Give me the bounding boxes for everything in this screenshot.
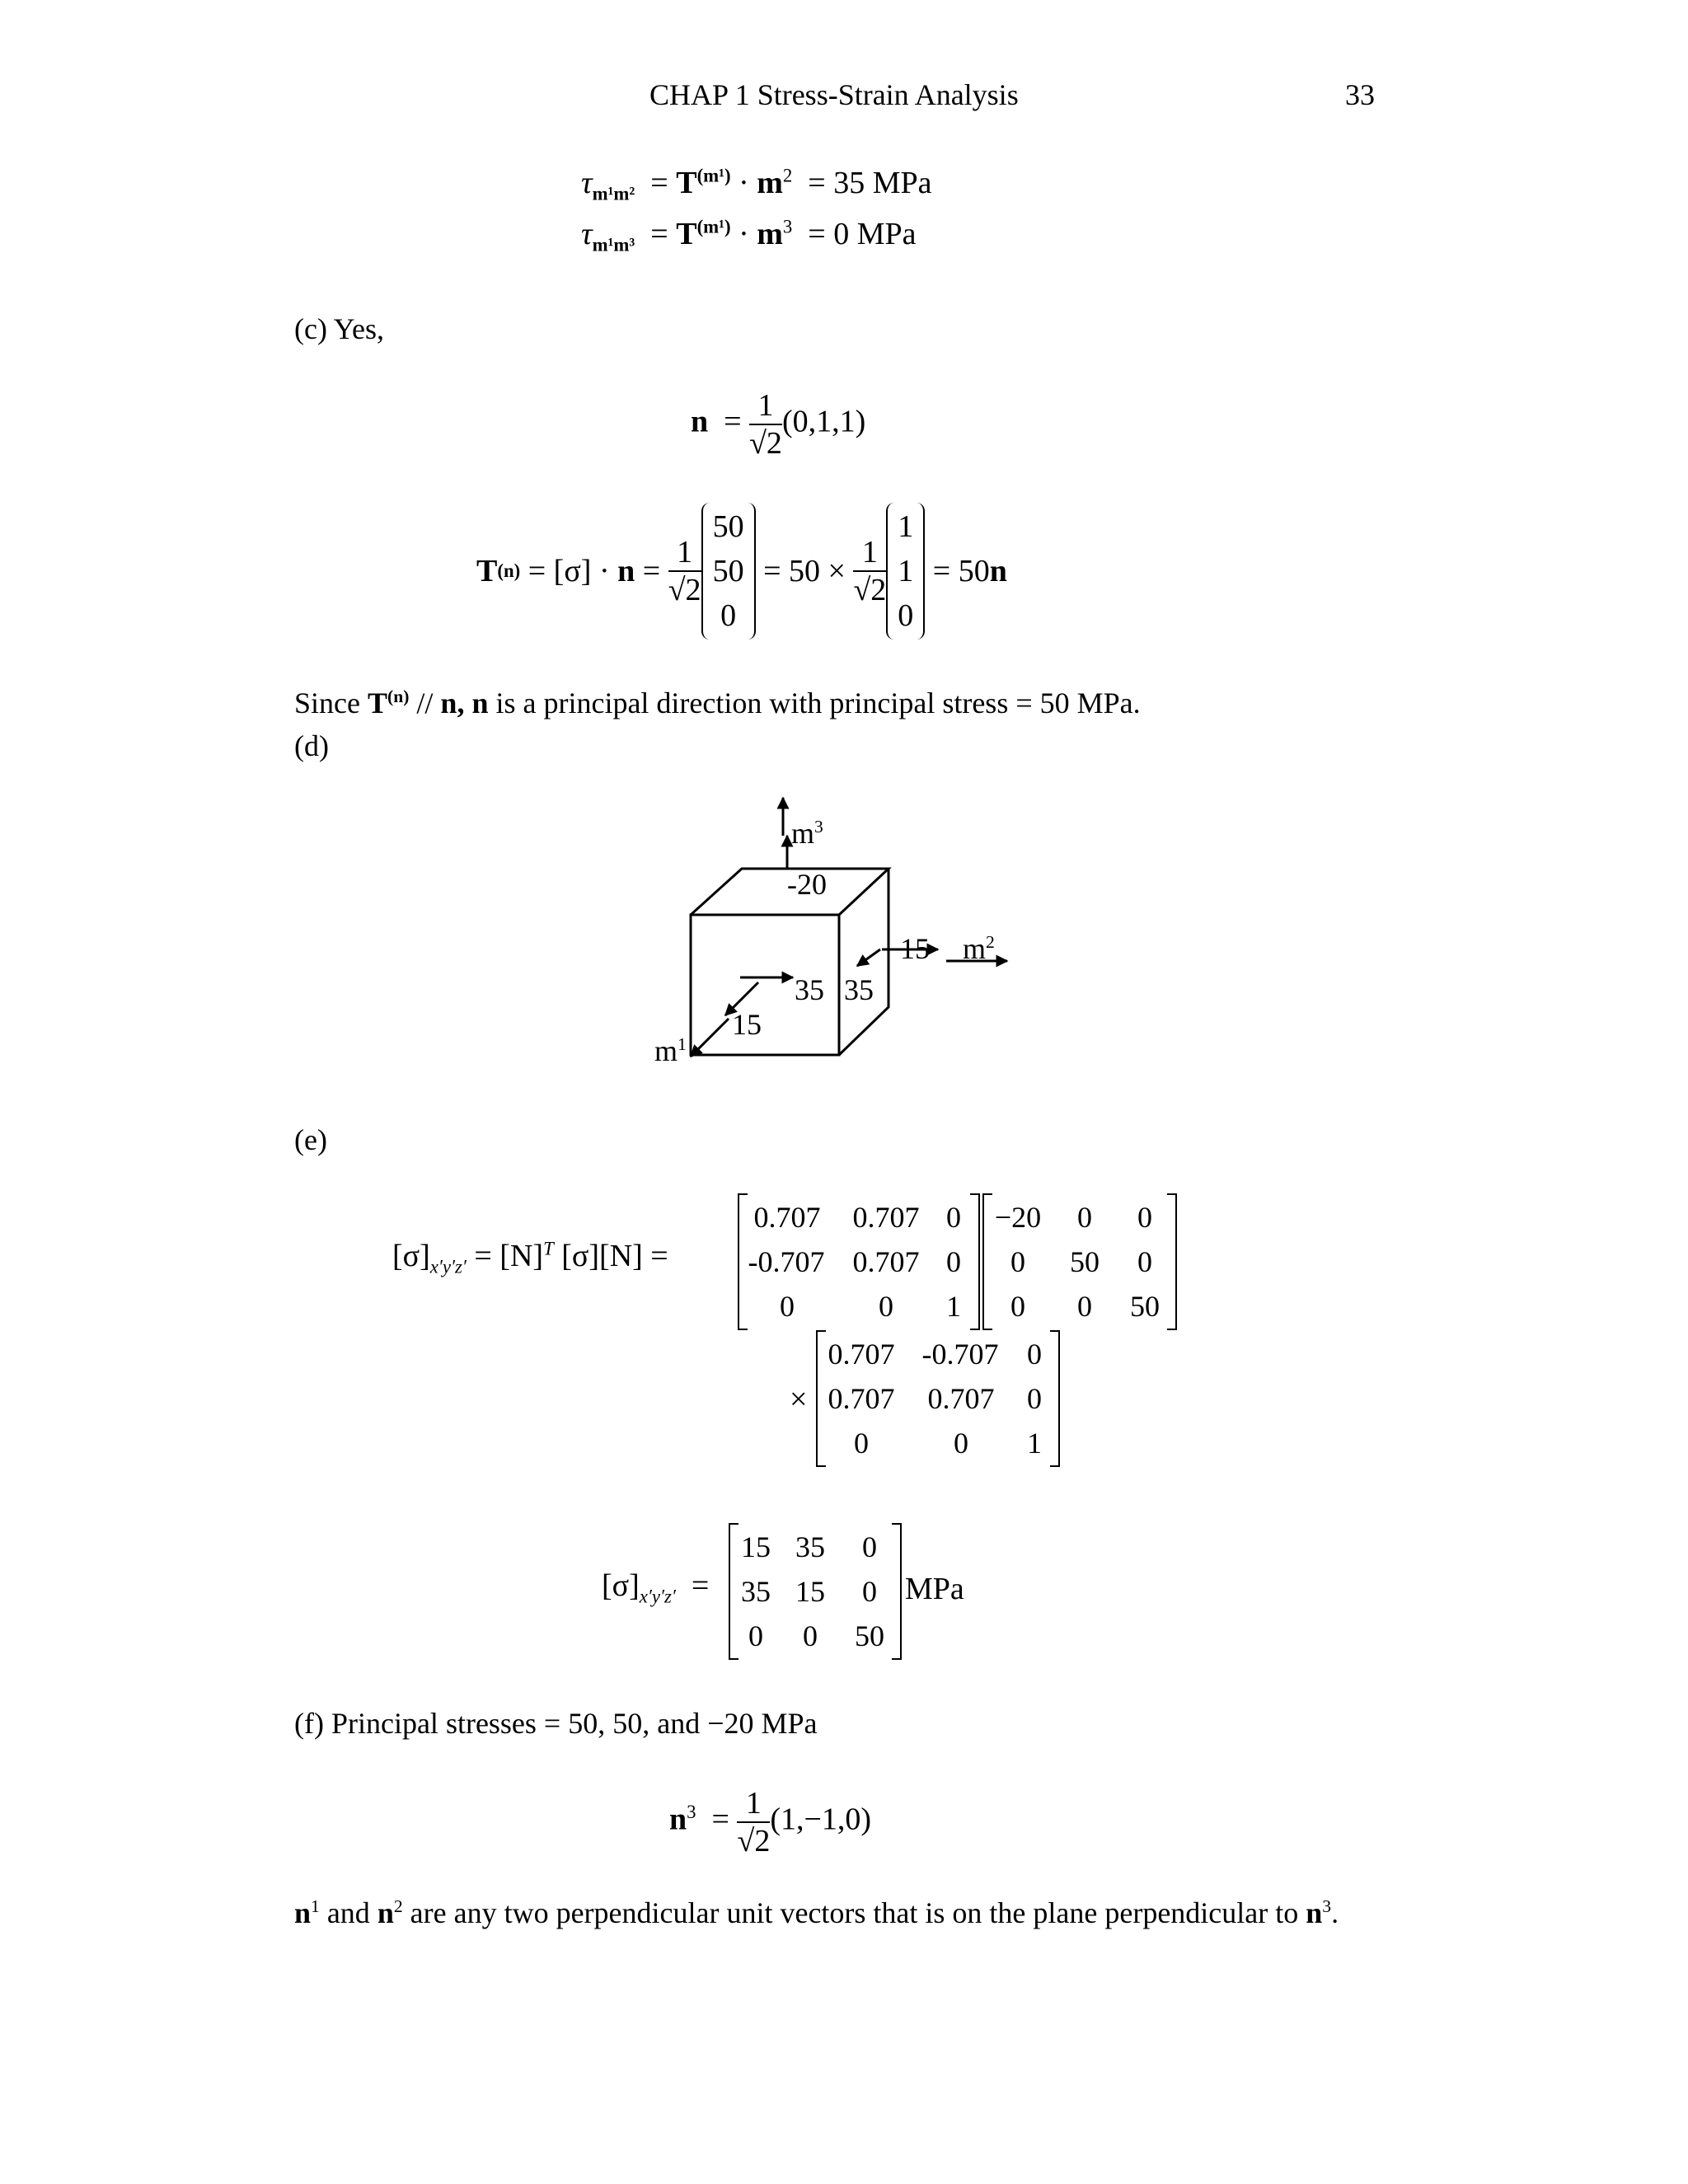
vector-entry: 1 [898,554,914,588]
right-normal-value: 35 [844,973,874,1006]
m1-label: $m^1$ [654,1034,687,1067]
and-word: and [326,1896,370,1929]
right-shear-value: 15 [900,932,930,965]
dot-operator: · [738,166,749,200]
equals: = [650,166,668,200]
matrix-cell: 0.707 [828,1338,895,1371]
matrix-cell: 0 [862,1530,877,1563]
fraction-numerator: 1 [668,534,701,572]
equation-part: [σ][N] = [561,1239,668,1273]
m-vector: m [757,217,783,251]
n-vector: n [669,1802,687,1837]
m-superscript: 3 [782,216,793,237]
dot-operator: · [598,554,610,588]
fraction-denominator: √2 [668,573,701,607]
prime-frame-subscript: x′y′z′ [429,1256,467,1277]
parallel-symbol: // [416,687,434,719]
m-superscript: 2 [782,165,793,186]
traction-superscript: (m¹) [696,216,731,237]
equals: = [724,404,742,439]
matrix-cell: 0 [748,1619,763,1652]
matrix-cell: 1 [946,1290,961,1323]
front-shear-value: 15 [732,1008,762,1041]
m1-axis-arrow [691,1019,729,1057]
matrix-cell: 0 [946,1201,961,1234]
matrix-cell: -0.707 [921,1338,999,1371]
running-header-title: CHAP 1 Stress-Strain Analysis [649,78,1019,111]
equals: = [808,166,826,200]
matrix-cell: 0 [946,1245,961,1278]
equals: = [528,554,546,588]
matrix-cell: 35 [741,1575,771,1608]
matrix-cell: 0 [1077,1201,1092,1234]
equals: = [932,554,951,588]
tau-symbol: τ [581,217,593,251]
coefficient: 50 × [789,554,846,588]
matrix-cell: 0 [879,1290,893,1323]
transpose-superscript: T [543,1238,554,1259]
matrix-cell: 0 [954,1427,968,1460]
matrix-cell: −20 [994,1201,1042,1234]
result-lhs [602,1568,710,1607]
n-superscript: 3 [1322,1896,1332,1916]
matrix-cell: 15 [795,1575,825,1608]
n-components: (0,1,1) [781,404,866,439]
result-coefficient: 50 [958,554,990,588]
matrix-cell: 0 [1027,1338,1042,1371]
tau-subscript: m¹m³ [592,234,635,255]
stress-matrix-symbol: [σ] [553,554,592,588]
unit-label: MPa [905,1572,964,1606]
transformation-equation-lhs [392,1238,668,1277]
matrix-cell: 0 [803,1619,818,1652]
n-vector: n [691,404,709,439]
n-vector: n, [440,687,465,719]
traction-symbol: T [367,687,387,719]
tau-value: 35 MPa [833,166,932,200]
n-vector: n [1306,1896,1323,1929]
n3-components: (1,−1,0) [770,1802,872,1837]
matrix-cell: 0 [1010,1290,1025,1323]
fraction-denominator: √2 [853,573,887,607]
part-e-label: (e) [294,1123,327,1156]
matrix-cell: 0 [780,1290,795,1323]
matrix-cell: 50 [1070,1245,1100,1278]
fraction-numerator: 1 [737,1785,770,1823]
prime-frame-subscript: x′y′z′ [639,1586,676,1607]
tau-subscript: m¹m² [592,183,635,204]
part-c-label: (c) Yes, [294,312,385,345]
matrix-cell: 0 [1010,1245,1025,1278]
n-superscript: 3 [687,1802,696,1823]
matrix-cell: 50 [855,1619,884,1652]
matrix-cell: 0 [1137,1245,1152,1278]
part-f-statement: (f) Principal stresses = 50, 50, and −20 MPa [294,1707,818,1740]
matrix-cell: 1 [1027,1427,1042,1460]
front-normal-value: 35 [795,973,824,1006]
tau-symbol: τ [581,166,593,200]
page-number: 33 [1345,78,1375,111]
equals: = [711,1802,729,1837]
n-vector: n [617,554,635,588]
vector-entry: 50 [712,509,744,544]
n-vector: n [377,1896,394,1929]
times-operator: × [790,1382,808,1417]
traction-superscript: (m¹) [696,165,731,186]
matrix-cell: 50 [1130,1290,1160,1323]
equals: = [650,217,668,251]
fraction-numerator: 1 [853,534,886,572]
matrix-cell: 0.707 [852,1245,920,1278]
vector-entry: 50 [712,554,744,588]
right-face-diagonal-arrow [857,949,880,966]
period: . [1331,1896,1339,1929]
traction-symbol: T [676,217,697,251]
matrix-cell: 0 [862,1575,877,1608]
fraction-numerator: 1 [749,387,782,425]
matrix-cell: 0 [854,1427,869,1460]
tau-value: 0 MPa [833,217,917,251]
matrix-cell: 0 [1077,1290,1092,1323]
fraction-denominator: √2 [737,1824,771,1858]
fraction-denominator: √2 [749,426,782,461]
statement-text: are any two perpendicular unit vectors that is on the plane perpendicular to [410,1896,1299,1929]
matrix-cell: 0.707 [828,1382,895,1415]
stress-matrix-symbol: [σ] [602,1568,640,1603]
matrix-cell: -0.707 [748,1245,825,1278]
equals: = [691,1568,710,1603]
vector-entry: 0 [898,598,914,633]
matrix-cell: 0 [1027,1382,1042,1415]
n3-definition [669,1785,871,1859]
statement-text: is a principal direction with principal stress = 50 MPa. [495,687,1141,719]
matrix-cell: 0 [1137,1201,1152,1234]
traction-equation: T (n) = [σ] · n = $\frac{1}{√2}$ 50 50 0 = 50 × $\frac{1}{√2}$ 1 1 0 = 50 n [476,503,1007,640]
matrix-cell: 15 [741,1530,771,1563]
matrix-cell: 0.707 [753,1201,821,1234]
traction-symbol: T [676,166,697,200]
matrix-cell: 35 [795,1530,825,1563]
dot-operator: · [738,217,749,251]
fraction [737,1785,770,1859]
equals: = [642,554,661,588]
traction-superscript: (n) [387,687,410,706]
n-superscript: 1 [311,1896,320,1916]
m-vector: m [757,166,783,200]
n-superscript: 2 [393,1896,403,1916]
equation-part: = [N] [474,1239,544,1273]
traction-symbol: T [476,554,498,588]
part-d-label: (d) [294,729,329,762]
n-vector: n [471,687,489,719]
top-normal-value: -20 [787,868,827,901]
n-vector: n [294,1896,312,1929]
final-statement [294,1896,1339,1930]
since-word: Since [294,687,360,719]
equals: = [763,554,781,588]
n-vector: n [989,554,1007,588]
m3-label: $m^3$ [791,817,823,850]
matrix-cell: 0.707 [852,1201,920,1234]
stress-matrix-symbol: [σ] [392,1239,430,1273]
vector-entry: 1 [898,509,914,544]
vector-entry: 0 [720,598,737,633]
equals: = [808,217,826,251]
matrix-cell: 0.707 [927,1382,995,1415]
m2-label: $m^2$ [963,932,995,965]
